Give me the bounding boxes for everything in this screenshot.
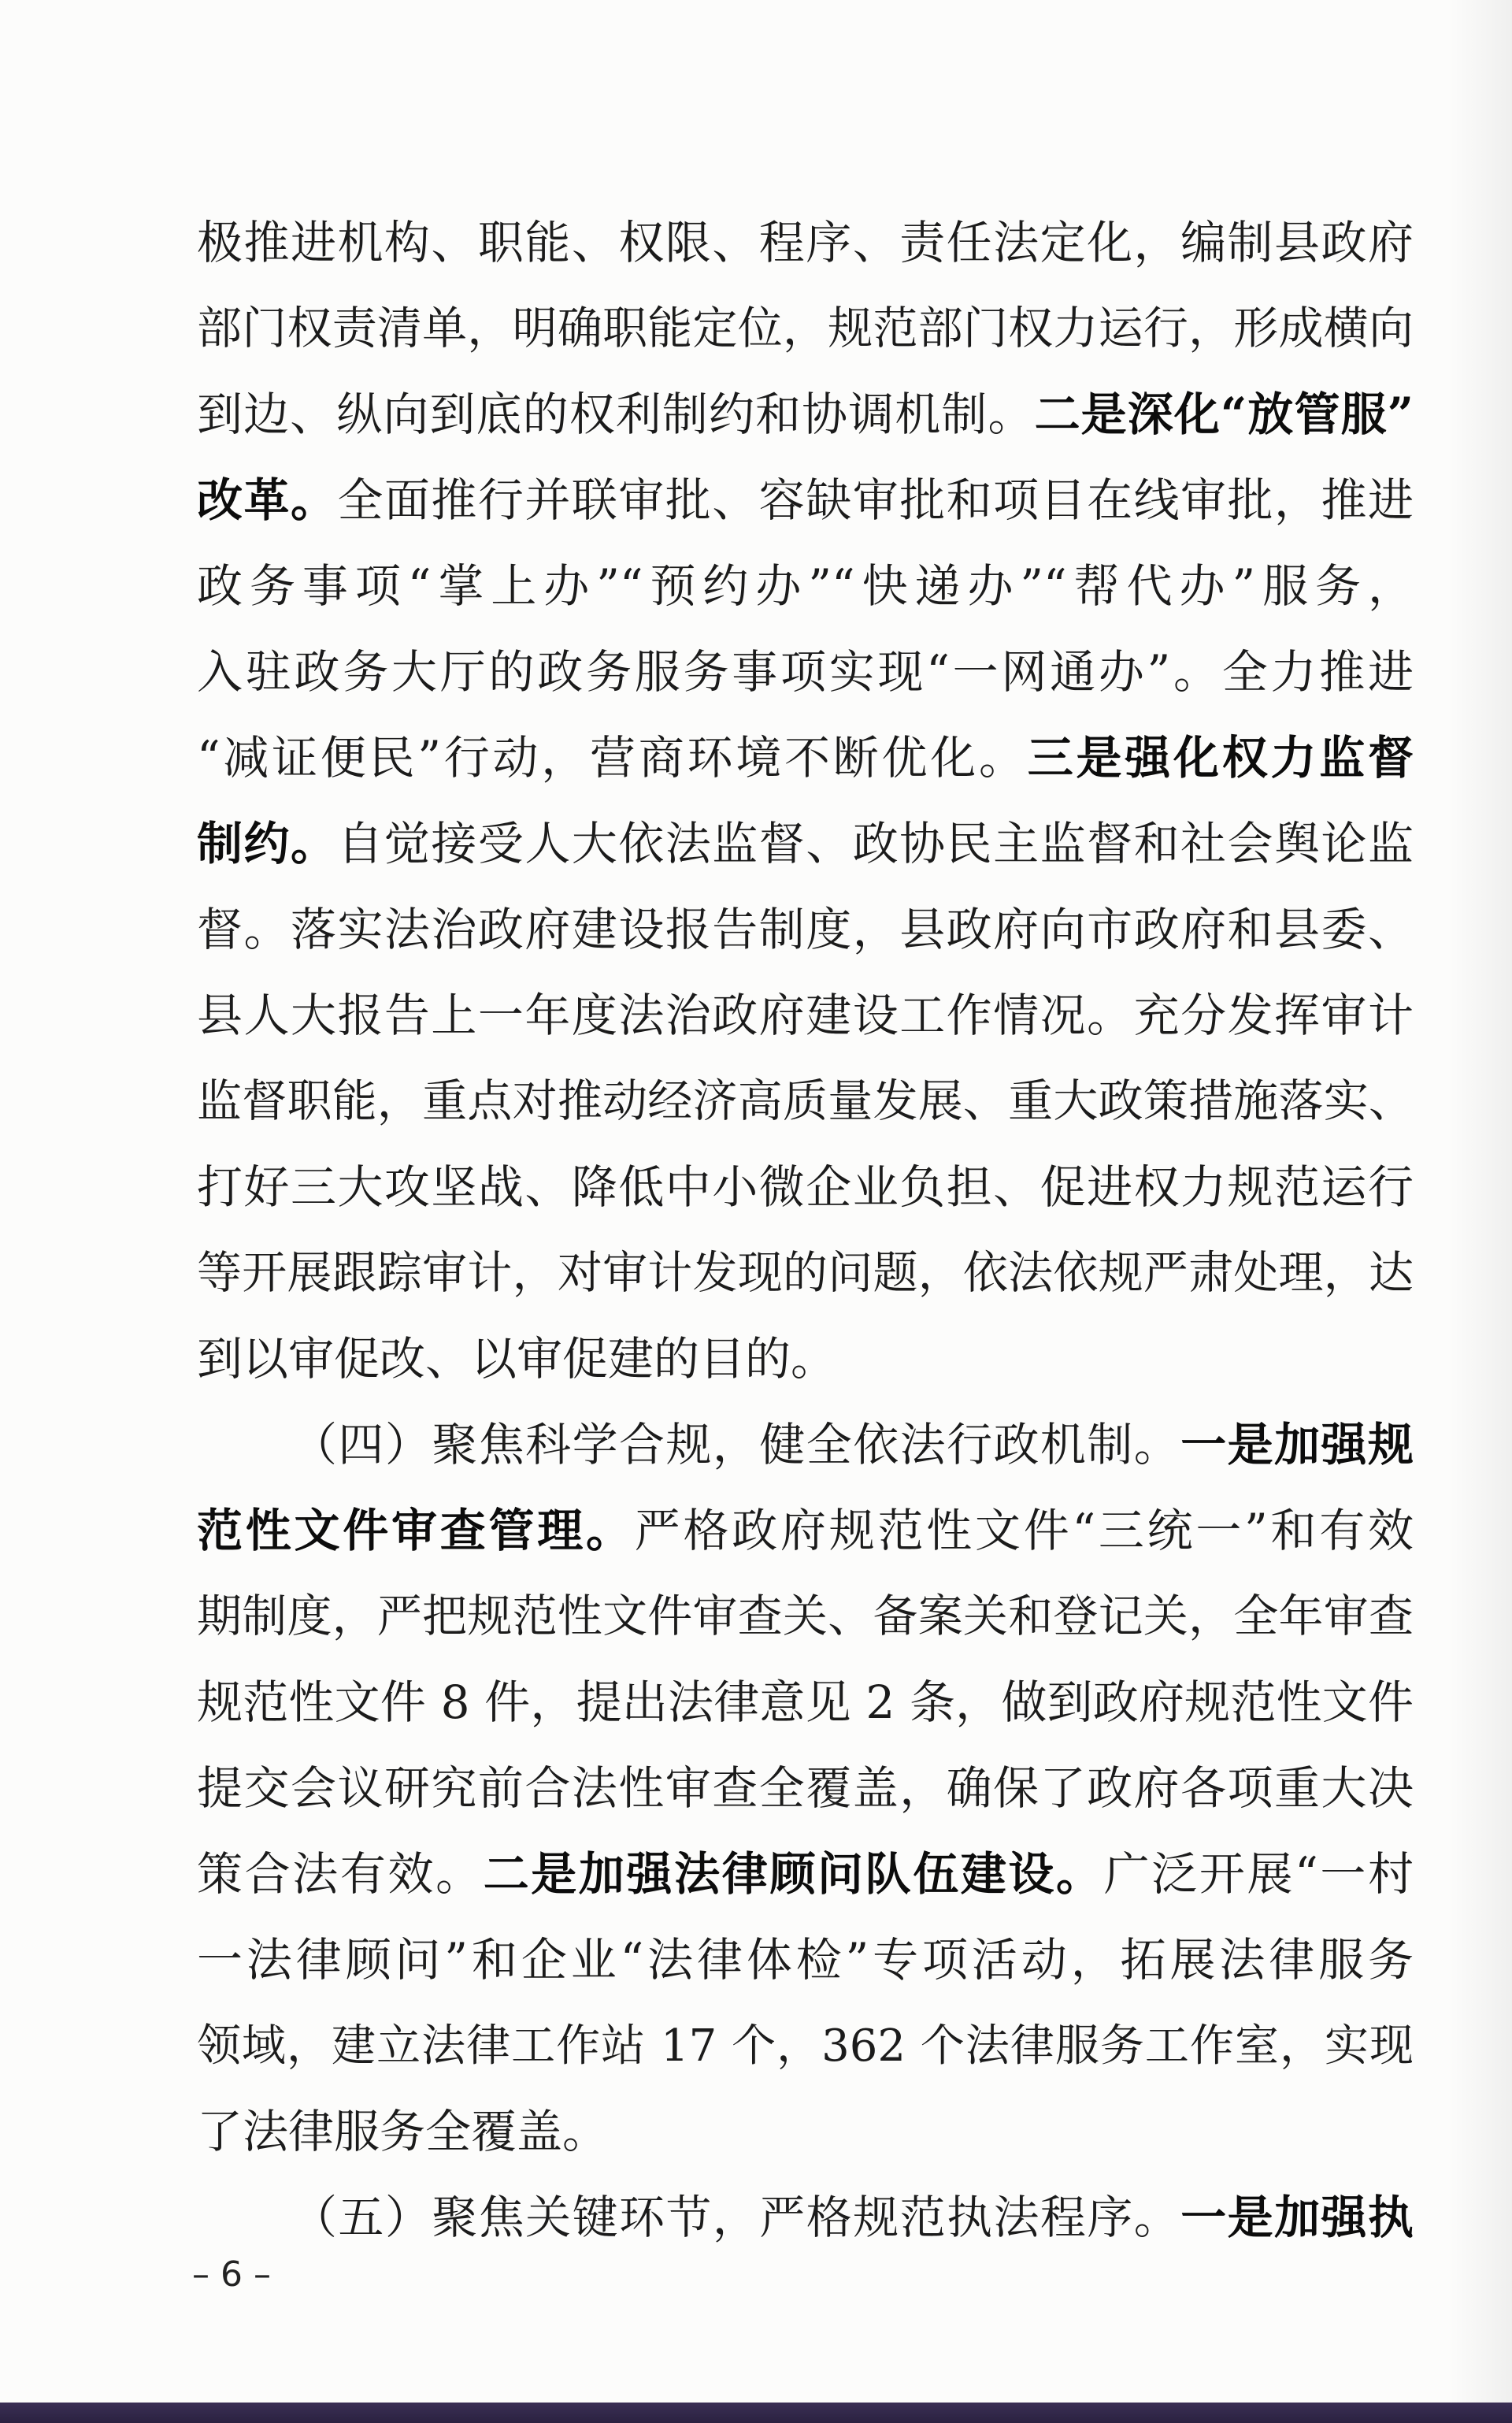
text-segment: 全面推行并联审批、容缺审批和项目在线审批，推进 bbox=[337, 473, 1414, 527]
bold-phrase: 制约。 bbox=[197, 817, 338, 870]
text-segment: 广泛开展“一村 bbox=[1103, 1847, 1414, 1901]
text-line bbox=[197, 1316, 1414, 1402]
text-segment: 监督职能，重点对推动经济高质量发展、重大政策措施落实、 bbox=[197, 1075, 1414, 1127]
text-segment: 严格政府规范性文件“三统一”和有效 bbox=[634, 1504, 1414, 1557]
bold-phrase: 二是深化“放管服” bbox=[1034, 388, 1414, 441]
text-line bbox=[197, 200, 1414, 286]
text-segment: 策合法有效。 bbox=[197, 1847, 484, 1901]
text-line bbox=[197, 801, 1414, 887]
page-number: – 6 – bbox=[192, 2254, 271, 2295]
text-segment: 自觉接受人大依法监督、政协民主监督和社会舆论监 bbox=[337, 817, 1414, 870]
text-line bbox=[197, 1059, 1414, 1145]
text-line bbox=[197, 372, 1414, 458]
text-line bbox=[197, 1488, 1414, 1574]
text-line bbox=[197, 2175, 1414, 2261]
text-line bbox=[197, 2089, 1414, 2175]
text-line bbox=[197, 458, 1414, 544]
text-segment: 部门权责清单，明确职能定位，规范部门权力运行，形成横向 bbox=[197, 302, 1414, 354]
text-segment: 领域，建立法律工作站 17 个，362 个法律服务工作室，实现 bbox=[197, 2020, 1414, 2072]
text-segment: 到以审促改、以审促建的目的。 bbox=[197, 1332, 837, 1386]
text-segment: 提交会议研究前合法性审查全覆盖，确保了政府各项重大决 bbox=[197, 1761, 1414, 1815]
bold-phrase: 范性文件审查管理。 bbox=[197, 1504, 635, 1557]
bold-phrase: 一是加强执 bbox=[1180, 2191, 1414, 2244]
text-segment: 期制度，严把规范性文件审查关、备案关和登记关，全年审查 bbox=[197, 1590, 1414, 1642]
body-text bbox=[197, 200, 1414, 2261]
text-segment: （四）聚焦科学合规，健全依法行政机制。 bbox=[291, 1418, 1181, 1471]
text-line bbox=[197, 1831, 1414, 1917]
text-line bbox=[197, 629, 1414, 715]
text-segment: 县人大报告上一年度法治政府建设工作情况。充分发挥审计 bbox=[197, 989, 1414, 1042]
text-segment: 到边、纵向到底的权利制约和协调机制。 bbox=[197, 388, 1035, 441]
text-segment: 政务事项“掌上办”“预约办”“快递办”“帮代办”服务， bbox=[197, 559, 1414, 613]
text-segment: 了法律服务全覆盖。 bbox=[197, 2105, 609, 2158]
text-line bbox=[197, 1660, 1414, 1746]
bold-phrase: 二是加强法律顾问队伍建设。 bbox=[483, 1847, 1104, 1901]
text-segment: 规范性文件 8 件，提出法律意见 2 条，做到政府规范性文件 bbox=[197, 1675, 1414, 1729]
text-line bbox=[197, 887, 1414, 973]
text-segment: （五）聚焦关键环节，严格规范执法程序。 bbox=[291, 2191, 1181, 2244]
bold-phrase: 一是加强规 bbox=[1180, 1418, 1414, 1471]
bold-phrase: 改革。 bbox=[197, 473, 338, 527]
text-segment: 极推进机构、职能、权限、程序、责任法定化，编制县政府 bbox=[197, 216, 1414, 269]
text-line bbox=[197, 1402, 1414, 1488]
text-line bbox=[197, 286, 1414, 372]
page-shadow bbox=[1449, 0, 1512, 2423]
text-segment: 督。落实法治政府建设报告制度，县政府向市政府和县委、 bbox=[197, 903, 1414, 956]
text-line bbox=[197, 1574, 1414, 1660]
text-line bbox=[197, 1230, 1414, 1316]
text-line bbox=[197, 544, 1414, 629]
text-line bbox=[197, 1145, 1414, 1230]
text-segment: 等开展跟踪审计，对审计发现的问题，依法依规严肃处理，达 bbox=[197, 1247, 1414, 1299]
text-segment: 入驻政务大厅的政务服务事项实现“一网通办”。全力推进 bbox=[197, 645, 1414, 699]
text-line bbox=[197, 973, 1414, 1059]
page-edge-border bbox=[0, 2403, 1512, 2423]
bold-phrase: 三是强化权力监督 bbox=[1027, 731, 1414, 785]
text-line bbox=[197, 2003, 1414, 2089]
text-line bbox=[197, 1917, 1414, 2003]
text-segment: 打好三大攻坚战、降低中小微企业负担、促进权力规范运行 bbox=[197, 1160, 1414, 1214]
text-segment: 一法律顾问”和企业“法律体检”专项活动，拓展法律服务 bbox=[197, 1933, 1414, 1987]
text-line bbox=[197, 715, 1414, 801]
text-segment: “减证便民”行动，营商环境不断优化。 bbox=[197, 731, 1028, 785]
text-line bbox=[197, 1746, 1414, 1831]
